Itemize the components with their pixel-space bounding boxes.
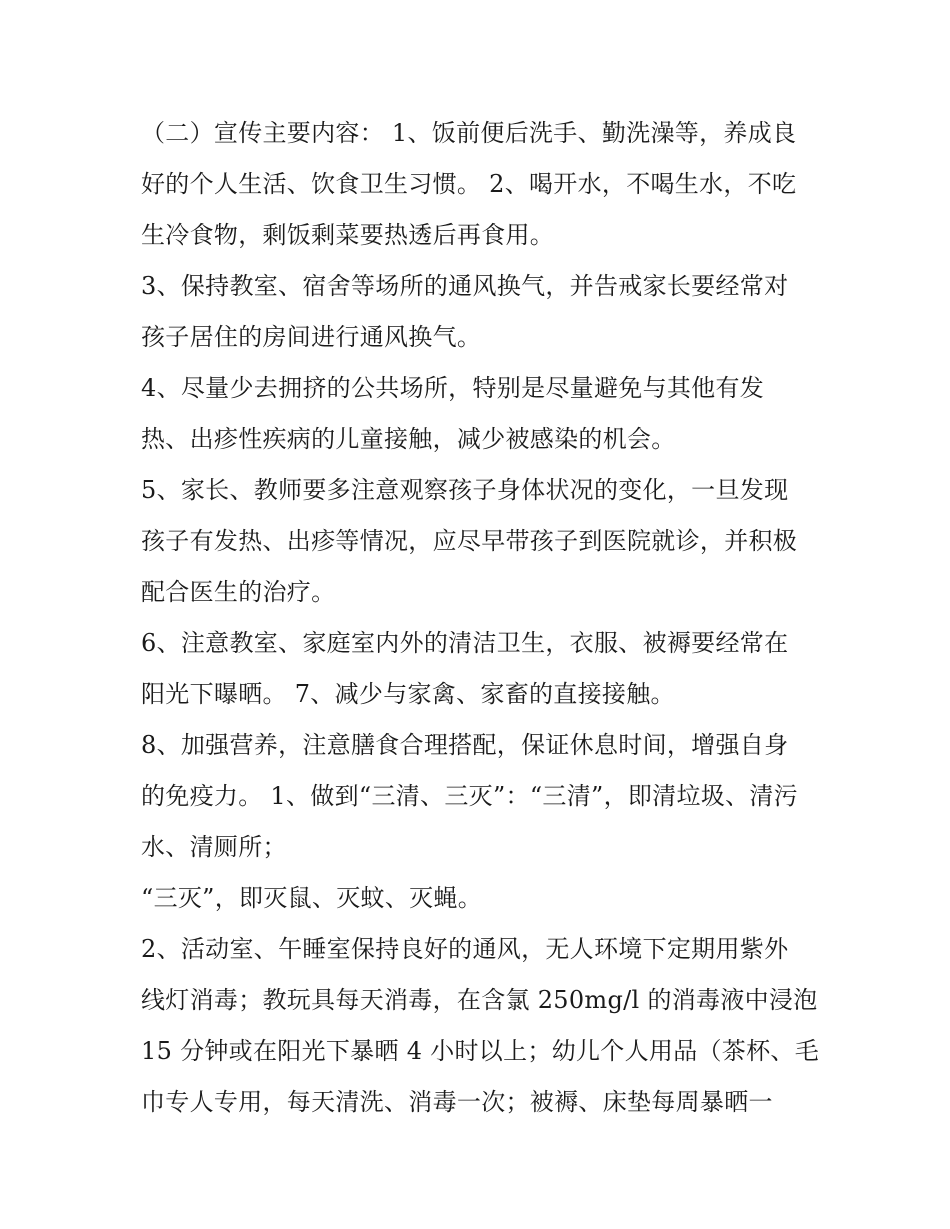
text-line: 阳光下曝晒。 7、减少与家禽、家畜的直接接触。 [141,680,675,708]
text-line: “三灭”，即灭鼠、灭蚊、灭蝇。 [141,884,483,912]
text-line: 6、注意教室、家庭室内外的清洁卫生，衣服、被褥要经常在 [141,629,789,657]
text-line: 线灯消毒；教玩具每天消毒，在含氯 250mg/l 的消毒液中浸泡 [141,986,818,1014]
text-line: 水、清厕所； [141,833,287,861]
text-line: 生冷食物，剩饭剩菜要热透后再食用。 [141,221,555,249]
text-line: 2、活动室、午睡室保持良好的通风，无人环境下定期用紫外 [141,935,789,963]
text-line: 巾专人专用，每天清洗、消毒一次；被褥、床垫每周暴晒一 [141,1088,773,1116]
text-line: 3、保持教室、宿舍等场所的通风换气，并告戒家长要经常对 [141,272,789,300]
text-line: （二）宣传主要内容： 1、饭前便后洗手、勤洗澡等，养成良 [141,119,797,147]
text-line: 5、家长、教师要多注意观察孩子身体状况的变化，一旦发现 [141,476,789,504]
text-line: 4、尽量少去拥挤的公共场所，特别是尽量避免与其他有发 [141,374,765,402]
text-line: 好的个人生活、饮食卫生习惯。 2、喝开水，不喝生水，不吃 [141,170,797,198]
text-line: 配合医生的治疗。 [141,578,336,606]
text-line: 孩子有发热、出疹等情况，应尽早带孩子到医院就诊，并积极 [141,527,798,555]
text-line: 孩子居住的房间进行通风换气。 [141,323,482,351]
text-line: 15 分钟或在阳光下暴晒 4 小时以上；幼儿个人用品（茶杯、毛 [141,1037,819,1065]
body-text [141,108,821,1128]
text-line: 8、加强营养，注意膳食合理搭配，保证休息时间，增强自身 [141,731,789,759]
text-line: 的免疫力。 1、做到“三清、三灭”：“三清”，即清垃圾、清污 [141,782,798,810]
text-line: 热、出疹性疾病的儿童接触，减少被感染的机会。 [141,425,676,453]
